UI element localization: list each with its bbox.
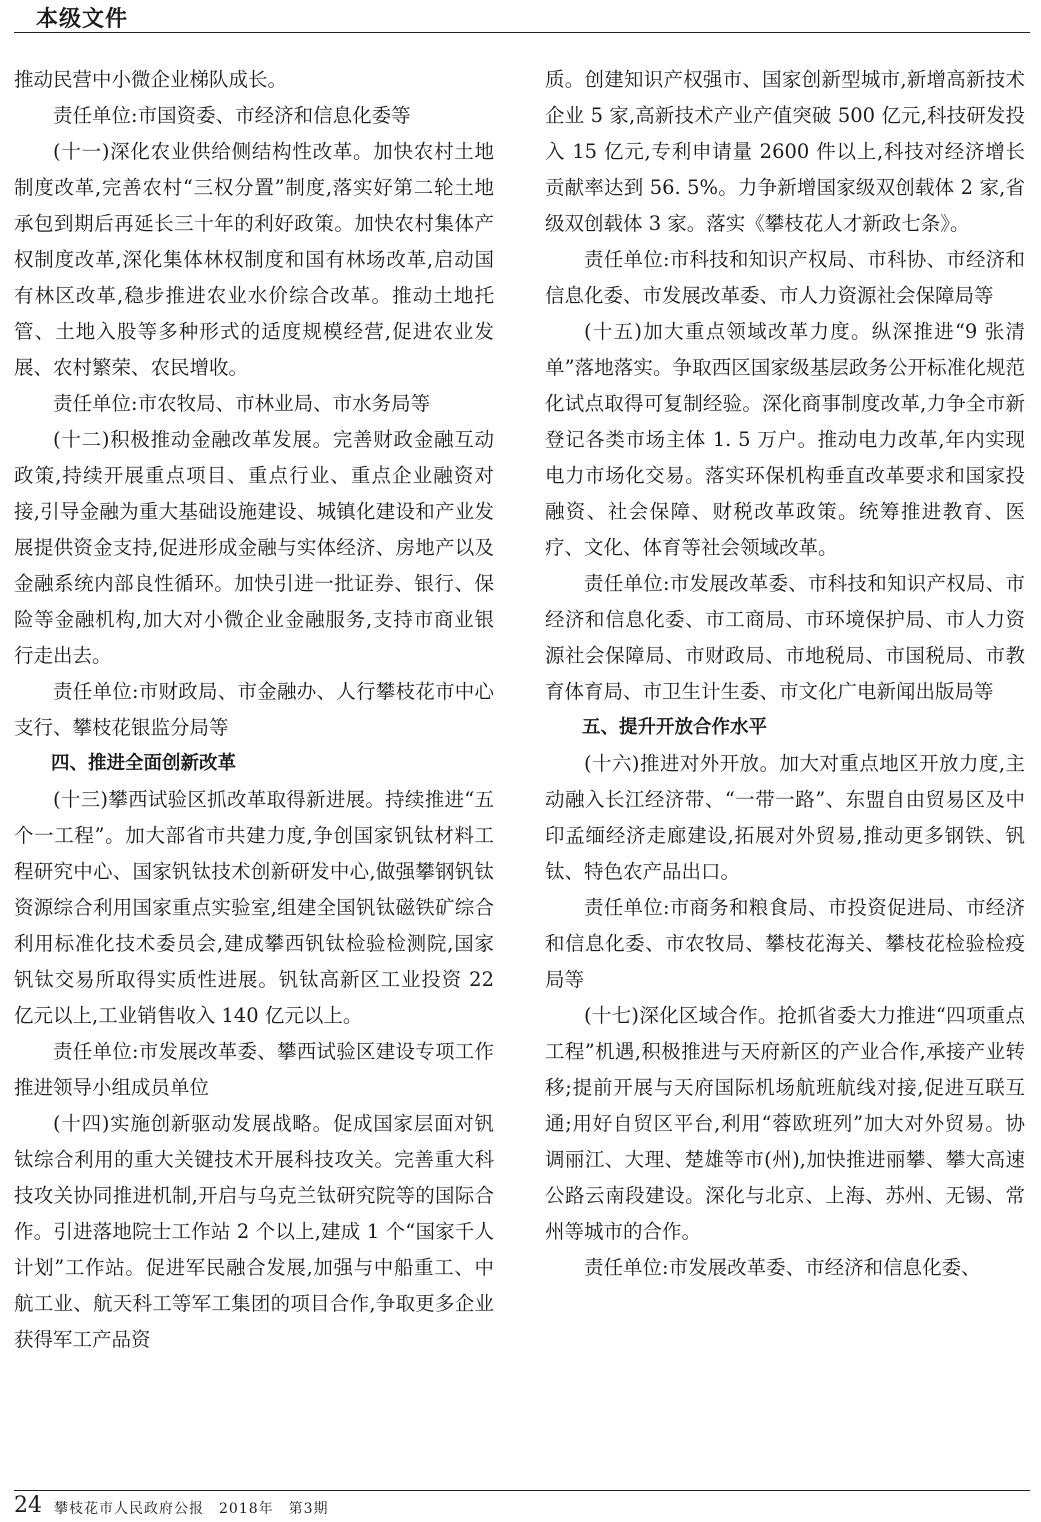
responsible-units: 责任单位:市国资委、市经济和信息化委等 bbox=[53, 104, 411, 127]
responsible-units: 责任单位:市发展改革委、市科技和知识产权局、市经济和信息化委、市工商局、市环境保护局、市人力资源社会保障局、市财政局、市地税局、市国税局、市教育体育局、市卫生计生委、市文化广电新闻出版局等 bbox=[545, 572, 1025, 703]
paragraph: (十六)推进对外开放。加大对重点地区开放力度,主动融入长江经济带、“一带一路”、东盟自由贸易区及中印孟缅经济走廊建设,拓展对外贸易,推动更多钢铁、钒钛、特色农产品出口。 bbox=[545, 752, 1025, 883]
page-number: 24 bbox=[14, 1493, 42, 1518]
responsible-units: 责任单位:市农牧局、市林业局、市水务局等 bbox=[53, 392, 431, 415]
paragraph: 质。创建知识产权强市、国家创新型城市,新增高新技术企业 5 家,高新技术产业产值突破 500 亿元,科技研发投入 15 亿元,专利申请量 2600 件以上,科技对经济增长贡献率达到 56. 5%。力争新增国家级双创载体 2 家,省级双创载体 3 家。落实《攀枝花人才新政七条》。 bbox=[545, 68, 1025, 235]
paragraph: (十四)实施创新驱动发展战略。促成国家层面对钒钛综合利用的重大关键技术开展科技攻关。完善重大科技攻关协同推进机制,开启与乌克兰钛研究院等的国际合作。引进落地院士工作站 2 个以上,建成 1 个“国家千人计划”工作站。促进军民融合发展,加强与中船重工、中航工业、航天科工等军工集团的项目合作,争取更多企业获得军工产品资 bbox=[14, 1112, 494, 1351]
responsible-units: 责任单位:市财政局、市金融办、人行攀枝花市中心支行、攀枝花银监分局等 bbox=[14, 680, 494, 739]
section-heading: 五、提升开放合作水平 bbox=[582, 717, 768, 738]
responsible-units: 责任单位:市发展改革委、攀西试验区建设专项工作推进领导小组成员单位 bbox=[14, 1040, 494, 1099]
responsible-units: 责任单位:市发展改革委、市经济和信息化委、 bbox=[584, 1256, 981, 1279]
paragraph: (十五)加大重点领域改革力度。纵深推进“9 张清单”落地落实。争取西区国家级基层政务公开标准化规范化试点取得可复制经验。深化商事制度改革,力争全市新登记各类市场主体 1. 5 万户。推动电力改革,年内实现电力市场化交易。落实环保机构垂直改革要求和国家投融资、社会保障、财税改革政策。统筹推进教育、医疗、文化、体育等社会领域改革。 bbox=[545, 320, 1025, 559]
section-heading: 四、推进全面创新改革 bbox=[51, 753, 237, 774]
page-header bbox=[14, 0, 1030, 33]
responsible-units: 责任单位:市科技和知识产权局、市科协、市经济和信息化委、市发展改革委、市人力资源社会保障局等 bbox=[545, 248, 1025, 307]
journal-title: 攀枝花市人民政府公报 2018年 第3期 bbox=[54, 1501, 329, 1517]
paragraph: (十二)积极推动金融改革发展。完善财政金融互动政策,持续开展重点项目、重点行业、重点企业融资对接,引导金融为重大基础设施建设、城镇化建设和产业发展提供资金支持,促进形成金融与实体经济、房地产以及金融系统内部良性循环。加快引进一批证券、银行、保险等金融机构,加大对小微企业金融服务,支持市商业银行走出去。 bbox=[14, 428, 494, 667]
paragraph: (十一)深化农业供给侧结构性改革。加快农村土地制度改革,完善农村“三权分置”制度,落实好第二轮土地承包到期后再延长三十年的利好政策。加快农村集体产权制度改革,深化集体林权制度和国有林场改革,启动国有林区改革,稳步推进农业水价综合改革。推动土地托管、土地入股等多种形式的适度规模经营,促进农业发展、农村繁荣、农民增收。 bbox=[14, 140, 494, 379]
header-title: 本级文件 bbox=[36, 7, 129, 32]
page-footer bbox=[14, 1490, 1030, 1518]
responsible-units: 责任单位:市商务和粮食局、市投资促进局、市经济和信息化委、市农牧局、攀枝花海关、攀枝花检验检疫局等 bbox=[545, 896, 1025, 991]
paragraph: (十七)深化区域合作。抢抓省委大力推进“四项重点工程”机遇,积极推进与天府新区的产业合作,承接产业转移;提前开展与天府国际机场航班航线对接,促进互联互通;用好自贸区平台,利用“蓉欧班列”加大对外贸易。协调丽江、大理、楚雄等市(州),加快推进丽攀、攀大高速公路云南段建设。深化与北京、上海、苏州、无锡、常州等城市的合作。 bbox=[545, 1004, 1025, 1243]
right-column bbox=[545, 62, 1025, 1286]
paragraph: 推动民营中小微企业梯队成长。 bbox=[14, 68, 288, 91]
left-column bbox=[14, 62, 494, 1358]
paragraph: (十三)攀西试验区抓改革取得新进展。持续推进“五个一工程”。加大部省市共建力度,争创国家钒钛材料工程研究中心、国家钒钛技术创新研发中心,做强攀钢钒钛资源综合利用国家重点实验室,组建全国钒钛磁铁矿综合利用标准化技术委员会,建成攀西钒钛检验检测院,国家钒钛交易所取得实质性进展。钒钛高新区工业投资 22 亿元以上,工业销售收入 140 亿元以上。 bbox=[14, 788, 494, 1027]
